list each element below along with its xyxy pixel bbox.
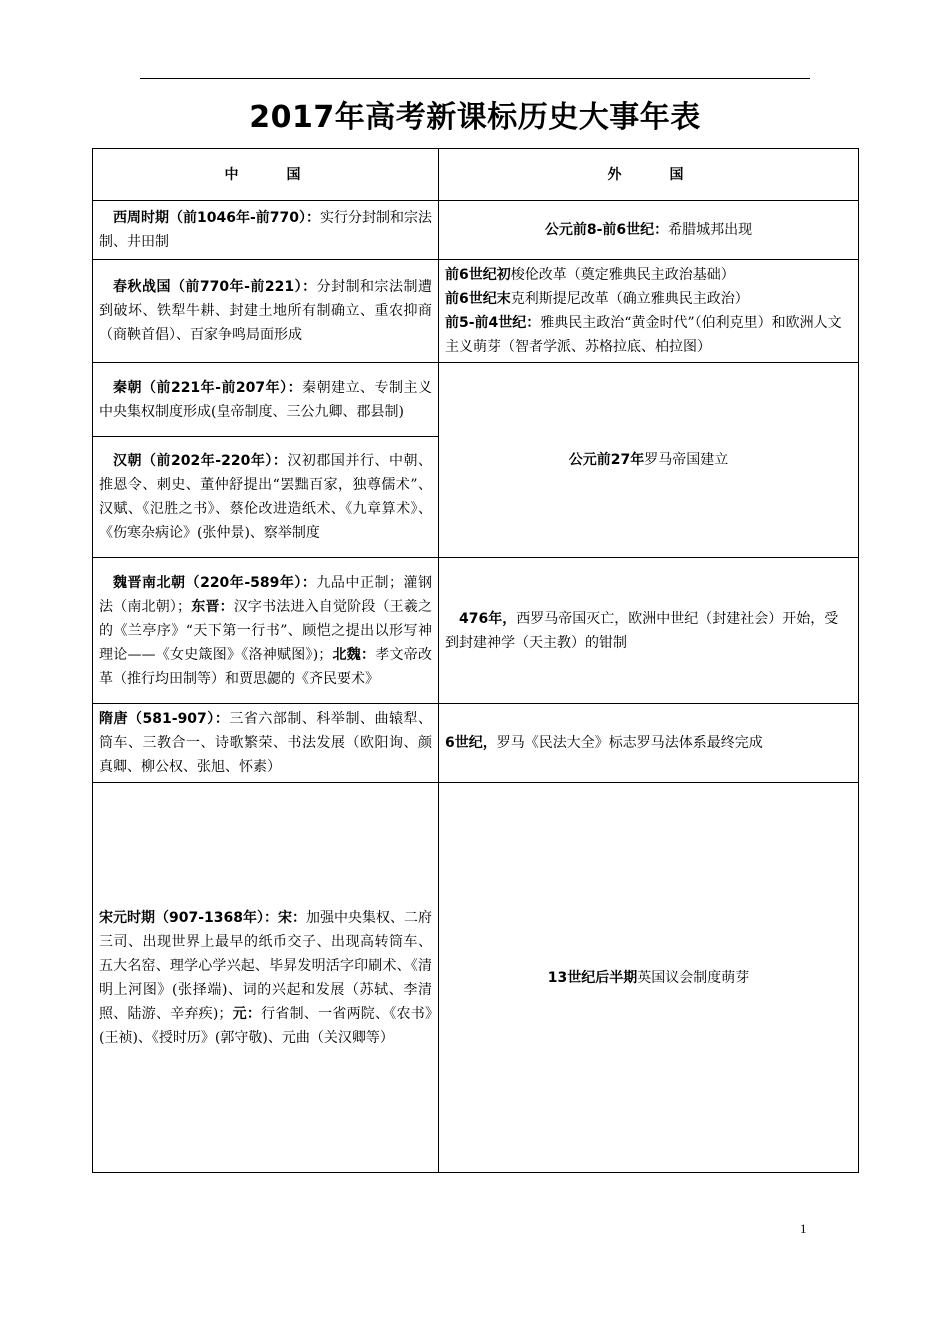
event-text: 克利斯提尼改革（确立雅典民主政治） <box>510 291 749 307</box>
china-cell <box>93 363 439 437</box>
event-text: 罗马《民法大全》标志罗马法体系最终完成 <box>496 735 763 751</box>
table-header-row <box>93 149 859 201</box>
table-row <box>93 783 859 1173</box>
period-text: 加强中央集权、二府三司、出现世界上最早的纸币交子、出现高转筒车、五大名窑、理学心学兴起、毕昇发明活字印刷术、《清明上河图》(张择端)、词的兴起和发展（苏轼、李清照、陆游、辛弃疾)； <box>99 909 432 1022</box>
period-text: 分封制和宗法制遭到破坏、铁犁牛耕、封建土地所有制确立、重农抑商（商鞅首倡）、百家争鸣局面形成 <box>99 279 433 343</box>
period-heading: 汉朝（前202年-220年）： <box>113 453 288 469</box>
event-heading: 前5-前4世纪： <box>445 315 541 331</box>
event-text: 英国议会制度萌芽 <box>637 969 750 986</box>
event-text: 希腊城邦出现 <box>668 222 753 238</box>
period-heading: 宋元时期（907-1368年）：宋： <box>99 909 306 926</box>
event-heading: 6世纪， <box>445 735 497 751</box>
period-text: 汉初郡国并行、中朝、推恩令、刺史、董仲舒提出“罢黜百家，独尊儒术”、汉赋、《氾胜之书》、蔡伦改进造纸术、《九章算术》、《伤寒杂病论》(张仲景)、察举制度 <box>99 453 433 541</box>
timeline-table <box>92 148 859 1173</box>
foreign-cell <box>439 558 859 704</box>
event-line <box>445 287 852 311</box>
period-text: 孝文帝改革（推行均田制等）和贾思勰的《齐民要术》 <box>99 646 433 687</box>
page-title: 2017年高考新课标历史大事年表 <box>249 100 701 135</box>
event-line <box>445 263 852 287</box>
table-row <box>93 363 859 437</box>
header-china: 中国 <box>93 149 439 201</box>
event-heading: 前6世纪初 <box>445 267 511 283</box>
event-text: 罗马帝国建立 <box>644 452 729 468</box>
china-cell <box>93 437 439 558</box>
period-heading: 隋唐（581-907）： <box>99 711 230 727</box>
foreign-cell <box>439 363 859 558</box>
sub-heading: 北魏： <box>332 646 376 663</box>
period-heading: 魏晋南北朝（220年-589年）： <box>113 574 317 591</box>
period-heading: 西周时期（前1046年-前770）： <box>113 210 320 226</box>
event-heading: 476年， <box>459 610 517 627</box>
table-row <box>93 704 859 783</box>
china-cell <box>93 704 439 783</box>
period-text: 九品中正制；灌钢法（南北朝）； <box>99 574 432 615</box>
china-cell <box>93 783 439 1173</box>
event-heading: 13世纪后半期 <box>547 969 638 986</box>
table-row <box>93 558 859 704</box>
header-rule <box>140 78 810 79</box>
event-text: 梭伦改革（奠定雅典民主政治基础） <box>510 267 735 283</box>
sub-heading: 东晋： <box>191 598 234 615</box>
china-cell <box>93 201 439 260</box>
event-line <box>445 311 852 359</box>
header-foreign: 外国 <box>439 149 859 201</box>
event-heading: 前6世纪末 <box>445 291 511 307</box>
event-text: 西罗马帝国灭亡，欧洲中世纪（封建社会）开始，受到封建神学（天主教）的钳制 <box>445 610 839 651</box>
foreign-cell <box>439 201 859 260</box>
table-row <box>93 201 859 260</box>
period-text: 三省六部制、科举制、曲辕犁、筒车、三教合一、诗歌繁荣、书法发展（欧阳询、颜真卿、柳公权、张旭、怀素） <box>99 711 433 775</box>
sub-heading: 元： <box>232 1005 262 1022</box>
period-text: 实行分封制和宗法制、井田制 <box>99 210 432 250</box>
foreign-cell <box>439 783 859 1173</box>
event-heading: 公元前8-前6世纪： <box>544 222 669 238</box>
china-cell <box>93 260 439 363</box>
event-heading: 公元前27年 <box>568 452 645 468</box>
period-text: 秦朝建立、专制主义中央集权制度形成(皇帝制度、三公九卿、郡县制) <box>99 379 433 420</box>
table-row <box>93 260 859 363</box>
event-text: 雅典民主政治“黄金时代”（伯利克里）和欧洲人文主义萌芽（智者学派、苏格拉底、柏拉图） <box>445 315 842 355</box>
period-text: 汉字书法进入自觉阶段（王羲之的《兰亭序》“天下第一行书”、顾恺之提出以形写神理论——《女史箴图》《洛神赋图》)； <box>99 598 433 663</box>
china-cell <box>93 558 439 704</box>
period-text: 行省制、一省两院、《农书》(王祯)、《授时历》(郭守敬)、元曲（关汉卿等） <box>99 1005 433 1046</box>
foreign-cell <box>439 260 859 363</box>
page-number: 1 <box>800 1221 807 1236</box>
period-heading: 秦朝（前221年-前207年）： <box>113 379 303 396</box>
period-heading: 春秋战国（前770年-前221）： <box>113 279 317 295</box>
foreign-cell <box>439 704 859 783</box>
